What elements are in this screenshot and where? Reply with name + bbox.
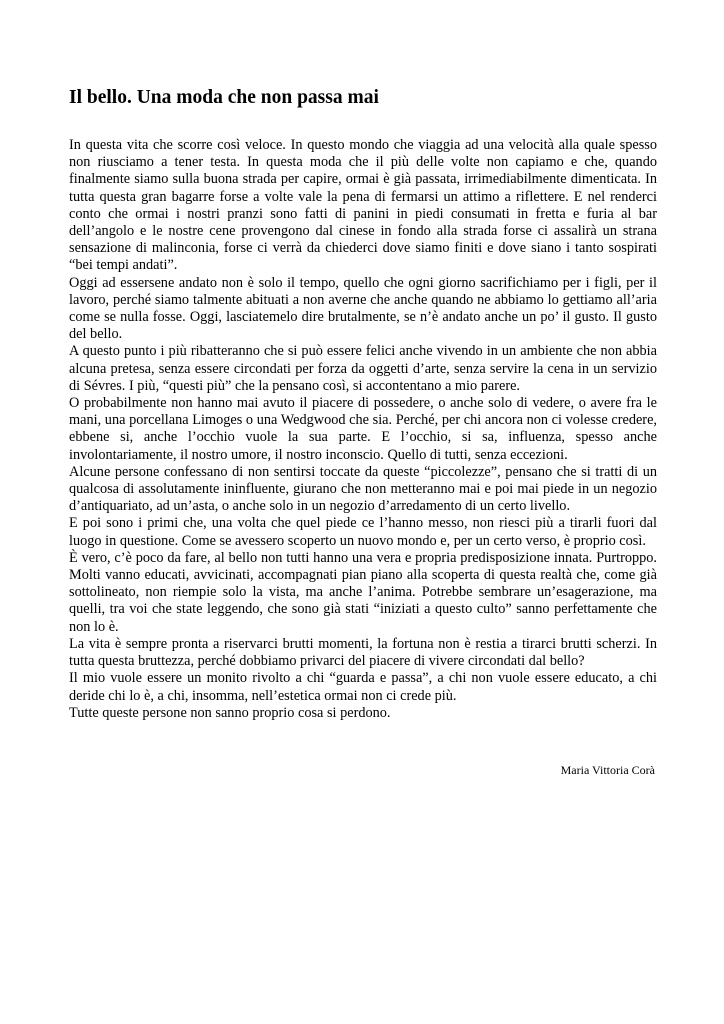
paragraph: Alcune persone confessano di non sentirsi toccate da queste “piccolezze”, pensano che si tratti di un qualcosa di assolutamente ininfluente, giurano che non metteranno mai e poi mai piede in un negozio d’antiquariato, ad un’asta, o anche solo in un negozio d’arredamento di un certo livello. bbox=[69, 463, 657, 515]
document-title: Il bello. Una moda che non passa mai bbox=[69, 87, 379, 108]
paragraph: Tutte queste persone non sanno proprio cosa si perdono. bbox=[69, 704, 391, 721]
document-body bbox=[69, 137, 657, 722]
author-signature: Maria Vittoria Corà bbox=[560, 763, 655, 777]
paragraph: È vero, c’è poco da fare, al bello non tutti hanno una vera e propria predisposizione innata. Purtroppo. Molti vanno educati, avvicinati, accompagnati pian piano alla scoperta di questa realtà che, come già sottolineato, non riempie solo la vista, ma anche l’anima. Potrebbe sembrare un’esagerazione, ma quelli, tra voi che state leggendo, che sono già stati “iniziati a questo culto” sanno perfettamente che non lo è. bbox=[69, 549, 657, 635]
paragraph: E poi sono i primi che, una volta che quel piede ce l’hanno messo, non riesci più a tirarli fuori dal luogo in questione. Come se avessero scoperto un nuovo mondo e, per un certo verso, è proprio così. bbox=[69, 515, 657, 549]
paragraph: In questa vita che scorre così veloce. In questo mondo che viaggia ad una velocità alla quale spesso non riusciamo a tener testa. In questa moda che il più delle volte non capiamo e che, quando finalmente siamo sulla buona strada per capire, ormai è già passata, irrimediabilmente dimenticata. In tutta questa gran bagarre forse a volte vale la pena di fermarsi un attimo a riflettere. E nel renderci conto che ormai i nostri pranzi sono fatti di panini in piedi consumati in fretta e furia al bar dell’angolo e le nostre cene provengono dal cinese in fondo alla strada forse ci assalirà un strana sensazione di malinconia, forse ci verrà da chiederci dove siamo finiti e dove siano i tanto sospirati “bei tempi andati”. bbox=[69, 137, 657, 274]
paragraph: O probabilmente non hanno mai avuto il piacere di possedere, o anche solo di vedere, o avere fra le mani, una porcellana Limoges o una Wedgwood che sia. Perché, per chi ancora non ci volesse credere, ebbene si, anche l’occhio vuole la sua parte. E l’occhio, si sa, influenza, spesso anche involontariamente, il nostro umore, il nostro inconscio. Quello di tutti, senza eccezioni. bbox=[69, 395, 657, 463]
paragraph: La vita è sempre pronta a riservarci brutti momenti, la fortuna non è restia a tirarci brutti scherzi. In tutta questa bruttezza, perché dobbiamo privarci del piacere di vivere circondati dal bello? bbox=[69, 635, 657, 670]
paragraph: Oggi ad essersene andato non è solo il tempo, quello che ogni giorno sacrifichiamo per i figli, per il lavoro, perché siamo talmente abituati a non averne che anche quando ne abbiamo lo gettiamo all’aria come se nulla fosse. Oggi, lasciatemelo dire brutalmente, se n’è andato anche un po’ il gusto. Il gusto del bello. bbox=[69, 274, 657, 343]
paragraph: A questo punto i più ribatteranno che si può essere felici anche vivendo in un ambiente che non abbia alcuna pretesa, senza essere circondati per forza da oggetti d’arte, senza servire la cena in un servizio di Sévres. I più, “questi più” che la pensano così, si accontentano a mio parere. bbox=[69, 343, 657, 394]
paragraph: Il mio vuole essere un monito rivolto a chi “guarda e passa”, a chi non vuole essere educato, a chi deride chi lo è, a chi, insomma, nell’estetica ormai non ci crede più. bbox=[69, 670, 657, 704]
